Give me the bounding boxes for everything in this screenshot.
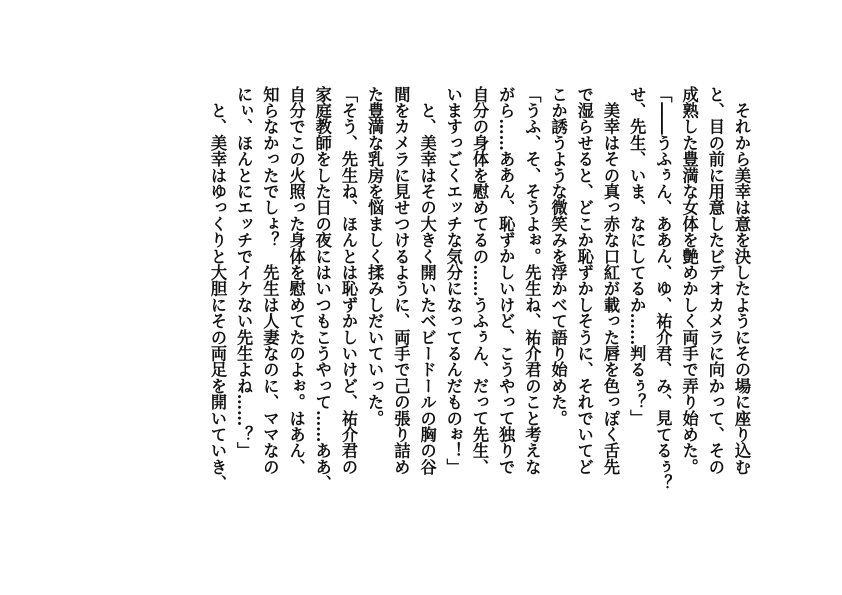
text-line: 美幸はその真っ赤な口紅が載った唇を色っぽく舌先 [600,86,620,475]
text-line: 家庭教師をした日の夜にはいつもこうやって……ああ、 [312,86,332,491]
text-line: 自分の身体を慰めてるの……うふぅん、だって先生、 [469,86,489,475]
text-line: と、美幸はゆっくりと大胆にその両足を開いていき、 [207,86,227,491]
text-line: 「そう、先生ね、ほんとは恥ずかしいけど、祐介君の [338,86,358,475]
text-line: がら……ああん、恥ずかしいけど、こうやって独りで [496,86,516,475]
text-line: それから美幸は意を決したようにその場に座り込む [732,86,751,475]
text-line: 「――うふぅん、ああん、ゆ、祐介君、み、見てるぅ？ [653,86,673,491]
text-line: 知らなかったでしょ？ 先生は人妻なのに、ママなの [260,86,280,475]
text-line: せ、先生、いま、なにしてるか……判るぅ？」 [627,86,647,427]
text-line: で湿らせると、どこか恥ずかしそうに、それでいてど [574,86,594,475]
text-line: 成熟した豊満な女体を艶めかしく両手で弄り始めた。 [679,86,699,475]
vertical-text-body [204,86,754,516]
text-line: と、目の前に用意したビデオカメラに向かって、その [705,86,725,475]
text-line: いますっごくエッチな気分になってるんだものぉ！」 [443,86,463,475]
text-line: た豊満な乳房を悩ましく揉みしだいていった。 [365,86,385,427]
text-line: 自分でこの火照った身体を慰めてたのよぉ。はあん、 [286,86,306,475]
text-line: 「うふ、そ、そうよぉ。先生ね、祐介君のこと考えな [522,86,542,475]
text-line: 間をカメラに見せつけるように、両手で己の張り詰め [391,86,411,475]
text-line: こか誘うような微笑みを浮かべて語り始めた。 [548,86,568,427]
text-line: にぃ、ほんとにエッチでイケない先生よね……？」 [234,86,254,459]
text-line: と、美幸はその大きく開いたベビードールの胸の谷 [417,86,437,475]
